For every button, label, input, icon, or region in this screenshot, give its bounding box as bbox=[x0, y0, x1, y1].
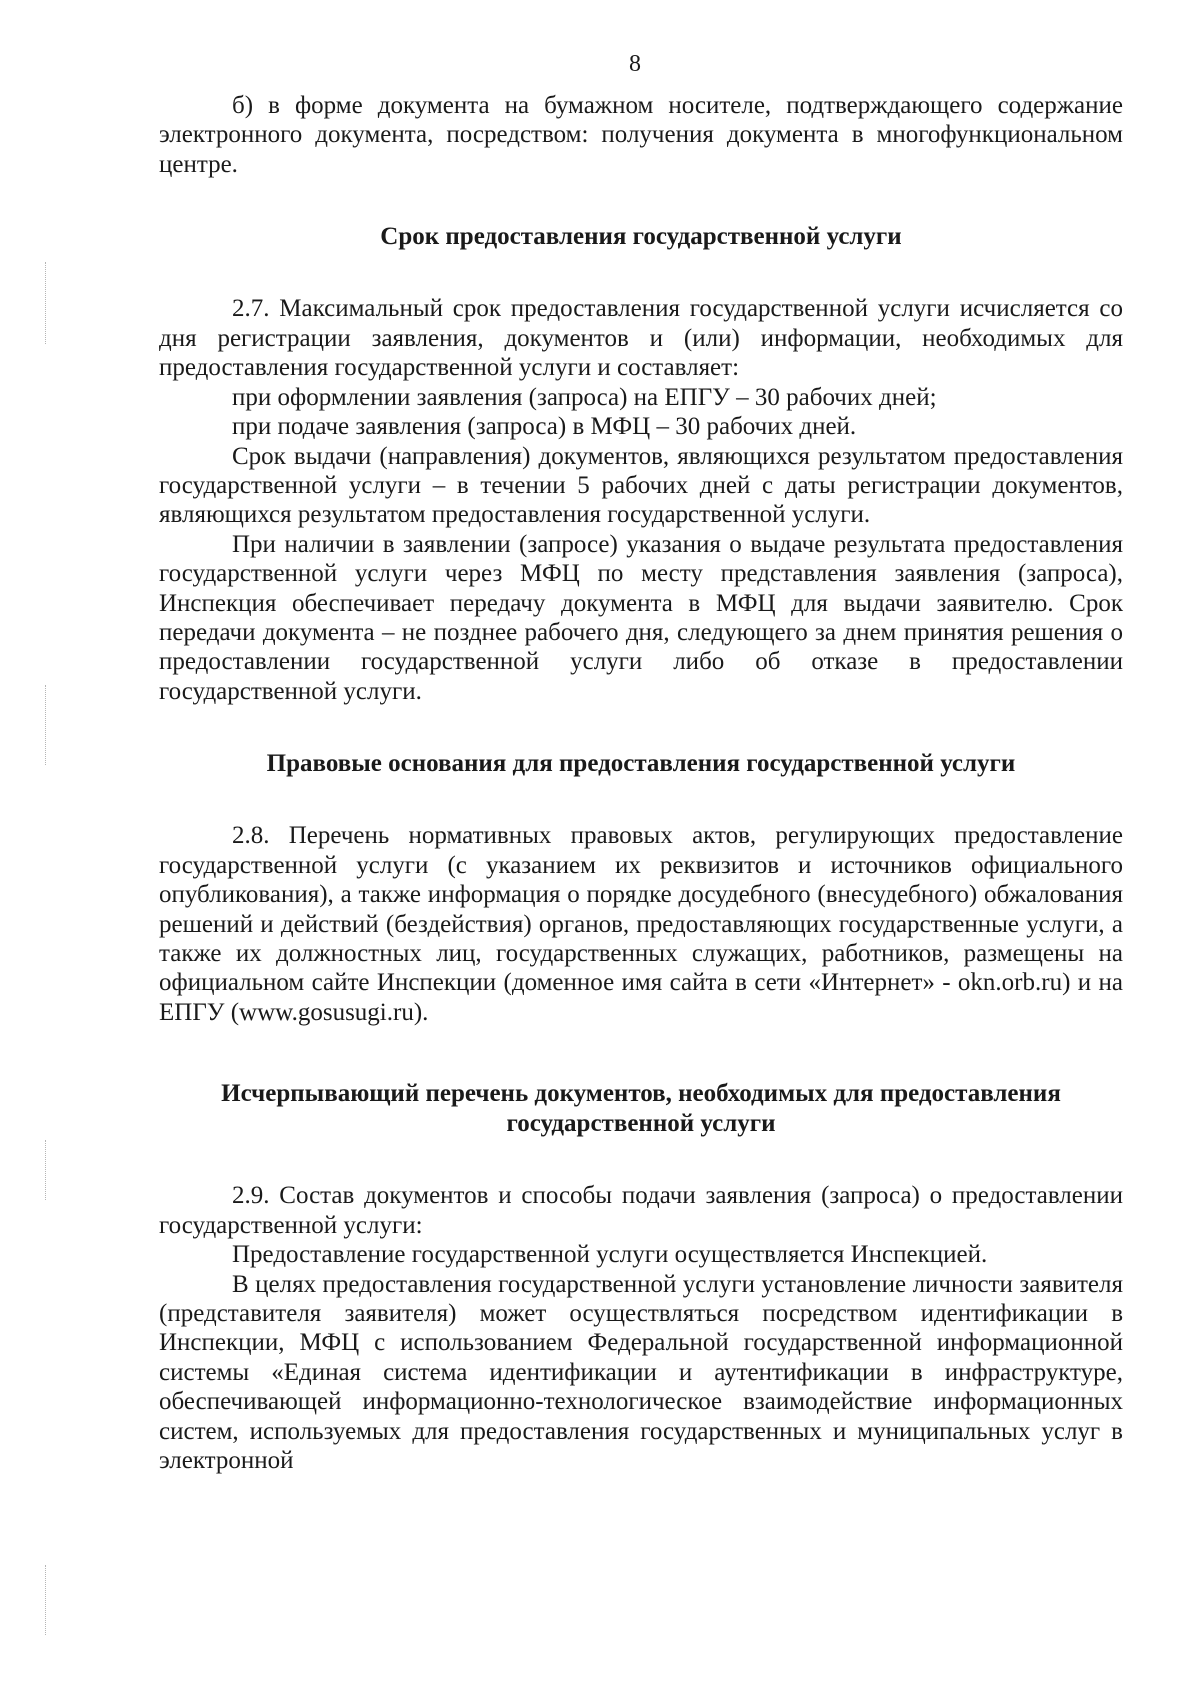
paragraph-identification: В целях предоставления государственной услуги установление личности заявителя (представителя заявителя) может осуществляться посредством идентификации в Инспекции, МФЦ с использованием Федеральной государственной информационной системы «Единая система идентификации и аутентификации в инфраструктуре, обеспечивающей информационно-технологическое взаимодействие информационных систем, используемых для предоставления государственных и муниципальных услуг в электронной bbox=[159, 1270, 1123, 1474]
heading-legal-grounds: Правовые основания для предоставления государственной услуги bbox=[266, 749, 1016, 777]
paragraph-result-paper-form: б) в форме документа на бумажном носителе, подтверждающего содержание электронного документа, посредством: получения документа в многофункциональном центре. bbox=[159, 92, 1123, 178]
paragraph-service-provider: Предоставление государственной услуги осуществляется Инспекцией. bbox=[232, 1241, 988, 1269]
margin-scan-mark bbox=[45, 262, 50, 344]
paragraph-mfc-term: при подаче заявления (запроса) в МФЦ – 30 рабочих дней. bbox=[232, 413, 857, 441]
paragraph-2-9-documents: 2.9. Состав документов и способы подачи заявления (запроса) о предоставлении государственной услуги: bbox=[159, 1182, 1123, 1239]
paragraph-epgu-term: при оформлении заявления (запроса) на ЕПГУ – 30 рабочих дней; bbox=[232, 383, 937, 411]
paragraph-issue-term: Срок выдачи (направления) документов, являющихся результатом предоставления государственной услуги – в течении 5 рабочих дней с даты регистрации документов, являющихся результатом предоставления государственной услуги. bbox=[159, 442, 1123, 529]
heading-service-term: Срок предоставления государственной услуги bbox=[380, 222, 902, 250]
paragraph-2-7-max-term: 2.7. Максимальный срок предоставления государственной услуги исчисляется со дня регистрации заявления, документов и (или) информации, необходимых для предоставления государственной услуги и составляет: bbox=[159, 295, 1123, 382]
margin-scan-mark bbox=[45, 685, 50, 765]
document-body bbox=[159, 91, 1123, 1475]
paragraph-2-8-legal-acts: 2.8. Перечень нормативных правовых актов, регулирующих предоставление государственной услуги (с указанием их реквизитов и источников официального опубликования), а также информация о порядке досудебного (внесудебного) обжалования решений и действий (бездействия) органов, предоставляющих государственные услуги, а также их должностных лиц, государственных служащих, работников, размещены на официальном сайте Инспекции (доменное имя сайта в сети «Интернет» - okn.orb.ru) и на ЕПГУ (www.gosusugi.ru). bbox=[159, 822, 1123, 1026]
paragraph-mfc-transfer: При наличии в заявлении (запросе) указания о выдаче результата предоставления государственной услуги через МФЦ по месту представления заявления (запроса), Инспекция обеспечивает передачу документа в МФЦ для выдачи заявителю. Срок передачи документа – не позднее рабочего дня, следующего за днем принятия решения о предоставлении государственной услуги либо об отказе в предоставлении государственной услуги. bbox=[159, 530, 1123, 705]
heading-documents-list: Исчерпывающий перечень документов, необходимых для предоставления государственной услуги bbox=[221, 1079, 1061, 1137]
margin-scan-mark bbox=[45, 1565, 50, 1635]
page-number: 8 bbox=[629, 51, 641, 77]
margin-scan-mark bbox=[45, 1140, 50, 1200]
